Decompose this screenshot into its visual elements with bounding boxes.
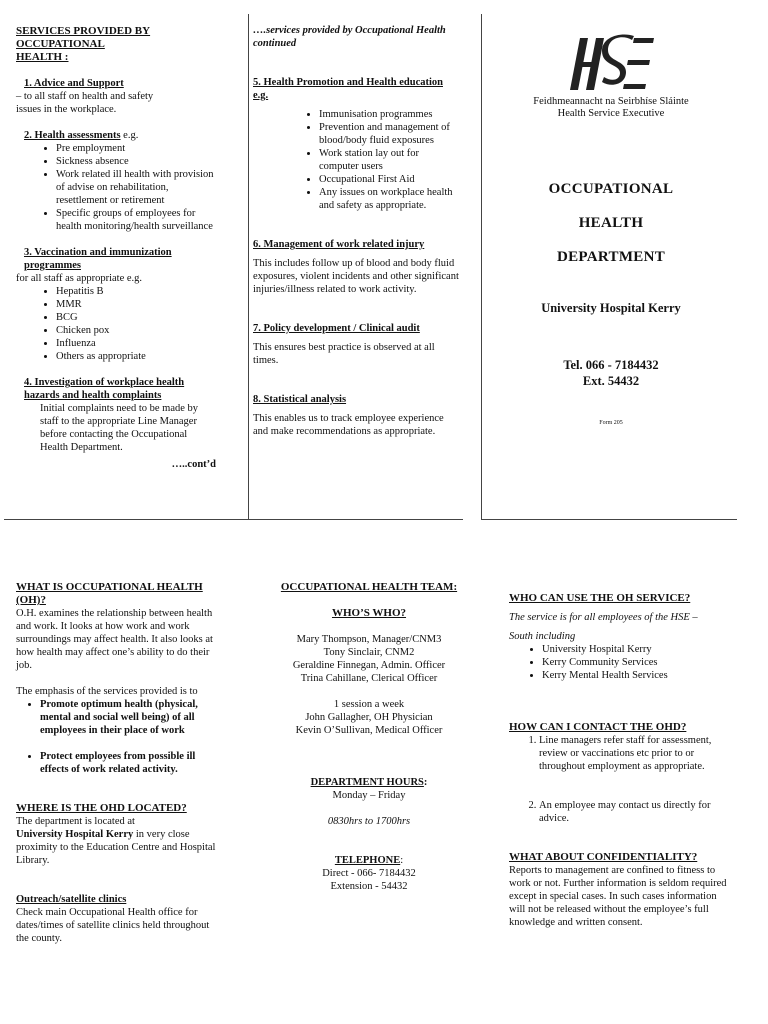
list-item: • Chicken pox	[56, 324, 216, 337]
service-1-heading: 1. Advice and Support	[24, 78, 124, 89]
team-member: John Gallagher, OH Physician	[305, 712, 433, 723]
service-1-text: – to all staff on health and safety issues in the workplace.	[16, 91, 154, 115]
session-note: 1 session a week	[333, 699, 405, 710]
panel-cover	[486, 30, 736, 427]
service-4-heading: 4. Investigation of workplace health hazards and health complaints	[24, 377, 185, 401]
panel-services-continued	[253, 24, 459, 438]
service-5-heading: 5. Health Promotion and Health education e.g.	[253, 77, 443, 101]
list-item: • Work related ill health with provision of advise on rehabilitation, resettlement or retirement	[56, 168, 216, 207]
continued-note: …..cont’d	[171, 459, 216, 470]
service-6-text: This includes follow up of blood and body fluid exposures, violent incidents and other significant injuries/illness related to work activity.	[253, 258, 459, 295]
service-8-heading: 8. Statistical analysis	[253, 394, 347, 405]
hours-heading: DEPARTMENT HOURS:	[310, 777, 428, 788]
list-item: • Others as appropriate	[56, 350, 216, 363]
who-can-use-text: The service is for all employees of the HSE –	[509, 612, 698, 623]
panel-services	[16, 25, 216, 471]
divider-left	[248, 14, 249, 519]
what-is-oh-heading: WHAT IS OCCUPATIONAL HEALTH (OH)?	[16, 581, 203, 606]
service-3-text: for all staff as appropriate e.g.	[16, 273, 143, 284]
list-item: • Specific groups of employees for health monitoring/health surveillance	[56, 207, 216, 233]
continued-title: ….services provided by Occupational Health continued	[253, 25, 446, 49]
team-heading: OCCUPATIONAL HEALTH TEAM:	[280, 581, 458, 593]
outreach-text: Check main Occupational Health office for dates/times of satellite clinics held throughout the county.	[16, 907, 210, 944]
hse-logo-icon	[566, 30, 656, 96]
team-member: Geraldine Finnegan, Admin. Officer	[292, 660, 446, 671]
service-2-heading: 2. Health assessments e.g.	[24, 130, 139, 141]
bottom-rule-3	[481, 519, 737, 520]
outreach-heading: Outreach/satellite clinics	[16, 894, 127, 905]
form-number: Form 205	[599, 420, 623, 426]
cover-title-line1: OCCUPATIONAL	[548, 181, 674, 197]
list-item: • Hepatitis B	[56, 285, 216, 298]
emphasis-list	[16, 698, 216, 776]
logo-subtitle-irish: Feidhmeannacht na Seirbhíse Sláinte	[533, 96, 689, 107]
service-7-heading: 7. Policy development / Clinical audit	[253, 323, 420, 334]
team-member: Kevin O’Sullivan, Medical Officer	[295, 725, 443, 736]
bottom-rule-1	[4, 519, 248, 520]
list-item: 1. Line managers refer staff for assessment, review or vaccinations etc prior to or throughout employment as appropriate.	[539, 734, 727, 773]
list-item: • Immunisation programmes	[319, 108, 459, 121]
team-member: Tony Sinclair, CNM2	[323, 647, 415, 658]
service-7-text: This ensures best practice is observed at all times.	[253, 342, 435, 366]
service-3-heading: 3. Vaccination and immunization programmes	[24, 247, 172, 271]
list-item: • Prevention and management of blood/body fluid exposures	[319, 121, 459, 147]
list-item: • Protect employees from possible ill effects of work related activity.	[40, 750, 216, 776]
service-5-list	[253, 108, 459, 212]
hse-logo	[486, 30, 736, 96]
cover-hospital: University Hospital Kerry	[541, 301, 681, 315]
list-item: 2. An employee may contact us directly for advice.	[539, 799, 727, 825]
team-member: Trina Cahillane, Clerical Officer	[300, 673, 438, 684]
where-heading: WHERE IS THE OHD LOCATED?	[16, 802, 187, 814]
confidentiality-heading: WHAT ABOUT CONFIDENTIALITY?	[509, 851, 698, 863]
contact-heading: HOW CAN I CONTACT THE OHD?	[509, 721, 687, 733]
who-can-use-list	[509, 643, 727, 682]
panel-team	[258, 581, 480, 893]
list-item: • Sickness absence	[56, 155, 216, 168]
list-item: • MMR	[56, 298, 216, 311]
hours-times: 0830hrs to 1700hrs	[327, 816, 411, 827]
list-item: • Any issues on workplace health and safety as appropriate.	[319, 186, 459, 212]
cover-title-line2: HEALTH	[578, 215, 644, 231]
telephone-heading: TELEPHONE:	[334, 855, 404, 866]
cover-title-line3: DEPARTMENT	[556, 249, 666, 265]
service-3-list	[16, 285, 216, 363]
bottom-rule-2	[248, 519, 463, 520]
where-text: The department is located at University Hospital Kerry in very close proximity to the Education Centre and Hospital Library.	[16, 816, 216, 866]
confidentiality-text: Reports to management are confined to fitness to work or not. Further information is seldom required except in special cases. In such cases information will not be released without the employee’s full knowledge and written consent.	[509, 865, 727, 928]
whos-who-heading: WHO’S WHO?	[331, 607, 407, 619]
divider-right	[481, 14, 482, 519]
what-is-oh-text: O.H. examines the relationship between health and work. It looks at how work and work surroundings may affect health. It also looks at how health may affect one’s ability to do their job.	[16, 608, 213, 671]
list-item: • Kerry Community Services	[542, 656, 727, 669]
services-title: SERVICES PROVIDED BY OCCUPATIONAL HEALTH :	[16, 25, 151, 63]
cover-extension: Ext. 54432	[582, 374, 640, 388]
who-can-use-text-2: South including	[509, 631, 576, 642]
hours-days: Monday – Friday	[332, 790, 406, 801]
who-can-use-heading: WHO CAN USE THE OH SERVICE?	[509, 592, 691, 604]
emphasis-text: The emphasis of the services provided is to	[16, 686, 198, 697]
list-item: • Influenza	[56, 337, 216, 350]
telephone-direct: Direct - 066- 7184432	[322, 868, 416, 879]
service-6-heading: 6. Management of work related injury	[253, 239, 425, 250]
panel-faq	[509, 592, 727, 929]
logo-subtitle-english: Health Service Executive	[557, 108, 665, 119]
list-item: • Work station lay out for computer users	[319, 147, 459, 173]
panel-about	[16, 581, 216, 945]
list-item: • University Hospital Kerry	[542, 643, 727, 656]
contact-list	[509, 734, 727, 825]
cover-telephone: Tel. 066 - 7184432	[563, 358, 659, 372]
service-8-text: This enables us to track employee experience and make recommendations as appropriate.	[253, 413, 444, 437]
list-item: • Kerry Mental Health Services	[542, 669, 727, 682]
service-2-list	[16, 142, 216, 233]
telephone-extension: Extension - 54432	[330, 881, 408, 892]
list-item: • Occupational First Aid	[319, 173, 459, 186]
service-4-text: Initial complaints need to be made by staff to the appropriate Line Manager before contacting the Occupational Health Department.	[40, 403, 199, 453]
list-item: • Pre employment	[56, 142, 216, 155]
list-item: • Promote optimum health (physical, mental and social well being) of all employees in their place of work	[40, 698, 216, 737]
list-item: • BCG	[56, 311, 216, 324]
team-member: Mary Thompson, Manager/CNM3	[296, 634, 442, 645]
